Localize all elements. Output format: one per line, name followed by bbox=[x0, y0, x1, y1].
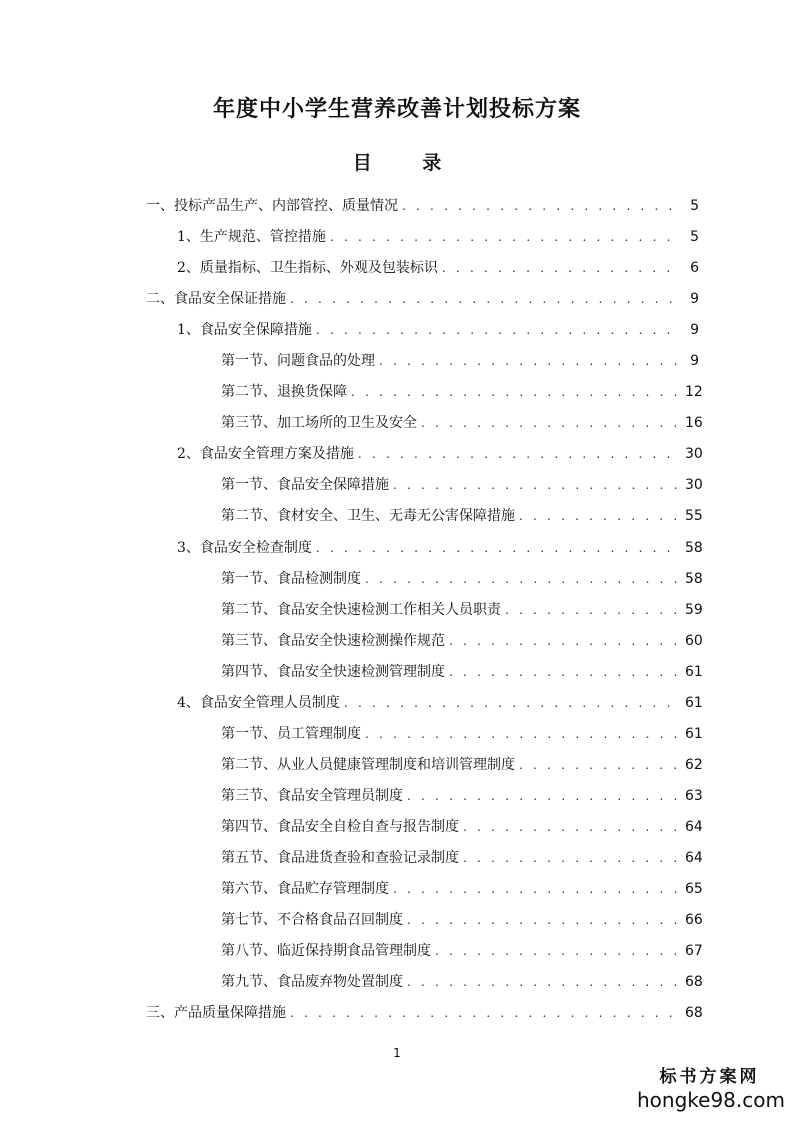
toc-entry-page-number: 62 bbox=[685, 756, 703, 773]
toc-entry-page-number: 61 bbox=[685, 663, 703, 680]
toc-entry-title: 第四节、食品安全快速检测管理制度 bbox=[221, 663, 445, 680]
toc-entry-page-number: 64 bbox=[685, 850, 703, 866]
toc-entry-title: 2、质量指标、卫生指标、外观及包装标识 bbox=[177, 260, 438, 277]
toc-dot-leader bbox=[449, 657, 679, 688]
toc-entry-title: 第二节、从业人员健康管理制度和培训管理制度 bbox=[221, 756, 515, 773]
toc-dot-leader bbox=[393, 470, 679, 501]
toc-entry[interactable] bbox=[0, 284, 794, 315]
toc-dot-leader bbox=[344, 688, 679, 719]
toc-dot-leader bbox=[330, 222, 679, 253]
toc-dot-leader bbox=[407, 967, 679, 998]
toc-entry-page-number: 9 bbox=[690, 353, 699, 370]
toc-entry[interactable] bbox=[0, 470, 794, 501]
toc-entry-page-number: 66 bbox=[685, 912, 703, 929]
toc-entry-page-number: 64 bbox=[685, 818, 703, 835]
toc-entry-title: 1、生产规范、管控措施 bbox=[177, 229, 326, 246]
toc-entry-title: 第三节、加工场所的卫生及安全 bbox=[221, 415, 417, 432]
toc-entry-page-number: 58 bbox=[685, 570, 703, 587]
watermark-logo bbox=[637, 1066, 785, 1112]
toc-entry-title: 第六节、食品贮存管理制度 bbox=[221, 881, 389, 898]
toc-entry[interactable] bbox=[0, 626, 794, 657]
toc-entry-title: 1、食品安全保障措施 bbox=[177, 322, 312, 339]
toc-dot-leader bbox=[365, 719, 679, 750]
document-title: 年度中小学生营养改善计划投标方案 bbox=[212, 97, 581, 122]
toc-entry-title: 第五节、食品进货查验和查验记录制度 bbox=[221, 850, 459, 866]
toc-dot-leader bbox=[290, 284, 679, 315]
toc-entry-page-number: 59 bbox=[685, 601, 703, 618]
toc-entry[interactable] bbox=[0, 315, 794, 346]
toc-entry[interactable] bbox=[0, 812, 794, 843]
toc-entry-title: 4、食品安全管理人员制度 bbox=[177, 694, 340, 711]
toc-entry-title: 2、食品安全管理方案及措施 bbox=[177, 446, 354, 463]
toc-entry-page-number: 68 bbox=[685, 974, 703, 991]
toc-dot-leader bbox=[351, 377, 679, 408]
toc-entry[interactable] bbox=[0, 781, 794, 812]
toc-entry-title: 第一节、员工管理制度 bbox=[221, 725, 361, 742]
toc-entry[interactable] bbox=[0, 346, 794, 377]
toc-entry[interactable] bbox=[0, 843, 794, 874]
toc-entry-page-number: 6 bbox=[690, 260, 699, 277]
toc-entry[interactable] bbox=[0, 657, 794, 688]
toc-dot-leader bbox=[316, 533, 679, 564]
toc-entry-page-number: 5 bbox=[690, 198, 699, 215]
toc-entry-page-number: 63 bbox=[685, 787, 703, 804]
toc-entry[interactable] bbox=[0, 750, 794, 781]
toc-entry[interactable] bbox=[0, 564, 794, 595]
toc-dot-leader bbox=[365, 564, 679, 595]
toc-entry[interactable] bbox=[0, 595, 794, 626]
toc-dot-leader bbox=[421, 408, 679, 439]
toc-dot-leader bbox=[463, 812, 679, 843]
toc-entry[interactable] bbox=[0, 439, 794, 470]
toc-entry-title: 三、产品质量保障措施 bbox=[146, 1005, 286, 1022]
toc-entry-title: 二、食品安全保证措施 bbox=[146, 291, 286, 308]
toc-entry-page-number: 9 bbox=[690, 322, 699, 339]
toc-entry[interactable] bbox=[0, 936, 794, 967]
toc-entry-title: 第四节、食品安全自检自查与报告制度 bbox=[221, 818, 459, 835]
toc-entry[interactable] bbox=[0, 719, 794, 750]
toc-dot-leader bbox=[407, 781, 679, 812]
toc-entry-title: 一、投标产品生产、内部管控、质量情况 bbox=[146, 198, 398, 215]
toc-entry[interactable] bbox=[0, 191, 794, 222]
toc-dot-leader bbox=[402, 191, 679, 222]
toc-entry-page-number: 58 bbox=[685, 539, 703, 556]
toc-entry-page-number: 9 bbox=[690, 291, 699, 308]
toc-entry[interactable] bbox=[0, 905, 794, 936]
toc-entry[interactable] bbox=[0, 998, 794, 1029]
toc-entry[interactable] bbox=[0, 253, 794, 284]
toc-entry-page-number: 68 bbox=[685, 1005, 703, 1022]
toc-entry-page-number: 65 bbox=[685, 881, 703, 898]
toc-dot-leader bbox=[435, 936, 679, 967]
toc-entry-title: 第一节、食品检测制度 bbox=[221, 570, 361, 587]
watermark-chinese-text: 标书方案网 bbox=[659, 1067, 760, 1087]
toc-dot-leader bbox=[505, 595, 679, 626]
toc-entry[interactable] bbox=[0, 222, 794, 253]
toc-entry[interactable] bbox=[0, 408, 794, 439]
toc-entry-title: 第七节、不合格食品召回制度 bbox=[221, 912, 403, 929]
toc-entry[interactable] bbox=[0, 533, 794, 564]
toc-entry-title: 第一节、食品安全保障措施 bbox=[221, 477, 389, 494]
toc-entry-title: 第三节、食品安全管理员制度 bbox=[221, 787, 403, 804]
toc-entry-title: 第一节、问题食品的处理 bbox=[221, 353, 375, 370]
toc-entry-title: 第二节、食品安全快速检测工作相关人员职责 bbox=[221, 601, 501, 618]
toc-dot-leader bbox=[358, 439, 679, 470]
table-of-contents bbox=[0, 191, 794, 1029]
toc-dot-leader bbox=[407, 905, 679, 936]
toc-entry-page-number: 16 bbox=[685, 415, 703, 432]
toc-dot-leader bbox=[393, 874, 679, 905]
toc-dot-leader bbox=[442, 253, 679, 284]
toc-entry-title: 第九节、食品废弃物处置制度 bbox=[221, 974, 403, 991]
toc-dot-leader bbox=[316, 315, 679, 346]
toc-entry-page-number: 60 bbox=[685, 632, 703, 649]
toc-entry[interactable] bbox=[0, 377, 794, 408]
toc-entry-page-number: 61 bbox=[685, 694, 703, 711]
toc-entry-title: 3、食品安全检查制度 bbox=[177, 539, 312, 556]
toc-entry-page-number: 5 bbox=[690, 229, 699, 246]
toc-entry[interactable] bbox=[0, 688, 794, 719]
toc-entry-page-number: 67 bbox=[685, 943, 703, 960]
toc-heading: 目 录 bbox=[352, 152, 464, 174]
toc-entry-page-number: 61 bbox=[685, 725, 703, 742]
page-number: 1 bbox=[393, 1046, 401, 1060]
toc-entry[interactable] bbox=[0, 501, 794, 532]
toc-entry-page-number: 30 bbox=[685, 477, 703, 494]
toc-entry-page-number: 30 bbox=[685, 446, 703, 463]
watermark-domain-text: hongke98.com bbox=[637, 1088, 785, 1112]
toc-entry[interactable] bbox=[0, 967, 794, 998]
toc-entry-title: 第二节、食材安全、卫生、无毒无公害保障措施 bbox=[221, 508, 515, 525]
toc-dot-leader bbox=[519, 501, 679, 532]
toc-dot-leader bbox=[463, 843, 679, 874]
toc-dot-leader bbox=[519, 750, 679, 781]
toc-dot-leader bbox=[379, 346, 679, 377]
toc-entry-title: 第八节、临近保持期食品管理制度 bbox=[221, 943, 431, 960]
toc-entry-title: 第三节、食品安全快速检测操作规范 bbox=[221, 632, 445, 649]
toc-entry-page-number: 12 bbox=[685, 384, 703, 401]
toc-dot-leader bbox=[449, 626, 679, 657]
toc-entry-title: 第二节、退换货保障 bbox=[221, 384, 347, 401]
toc-entry-page-number: 55 bbox=[685, 508, 703, 525]
toc-dot-leader bbox=[290, 998, 679, 1029]
toc-entry[interactable] bbox=[0, 874, 794, 905]
